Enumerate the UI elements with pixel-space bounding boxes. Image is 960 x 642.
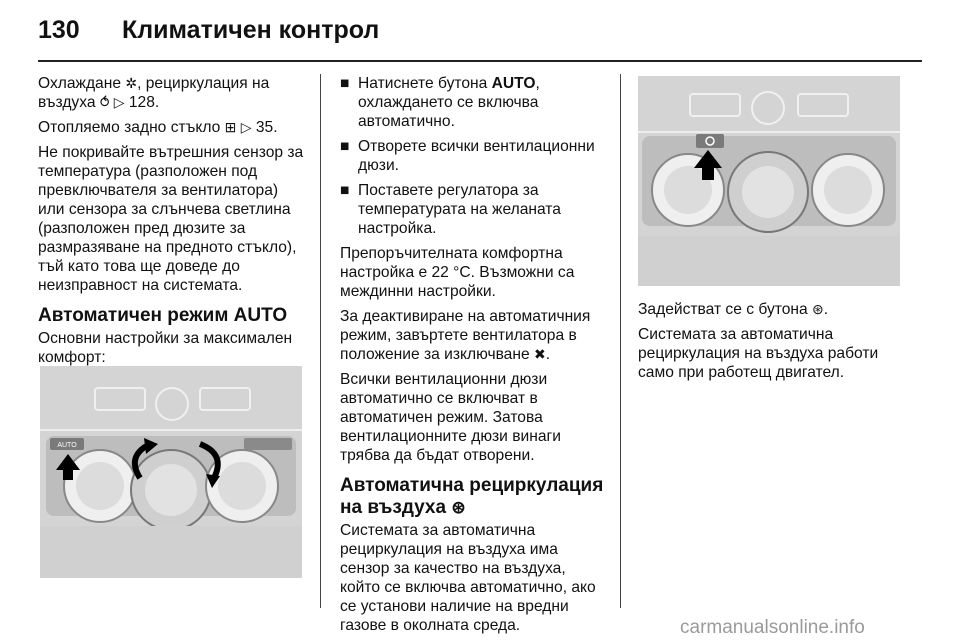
list-item: ■ Поставете регулатора за температурата на желаната настройка. <box>340 182 561 237</box>
cooling-paragraph: Охлаждане ✲, рециркулация на въздуха ⥀ ▷ 128. <box>38 75 270 111</box>
vents-paragraph: Всички вентилационни дюзи автоматично се включват в автоматичен режим. Затова вентилационните дюзи винаги трябва да бъдат отворени. <box>340 371 561 464</box>
air-quality-sensor-paragraph: Системата за автоматична рециркулация на въздуха има сензор за качество на въздуха, който се включва автоматично, ако се установи наличие на вредни газове в околната среда. <box>340 522 596 634</box>
svg-text:AUTO: AUTO <box>57 442 77 449</box>
deactivate-paragraph: За деактивиране на автоматичния режим, завъртете вентилатора в положение за изключване ✖. <box>340 308 591 363</box>
auto-steps-list <box>340 74 608 238</box>
climate-panel-illustration-recirc <box>638 76 900 286</box>
auto-mode-heading: Автоматичен режим AUTO <box>38 305 288 326</box>
page-header <box>38 10 922 52</box>
auto-recirculation-heading: Автоматична рециркулация на въздуха ⊛ <box>340 475 604 518</box>
page-reference-icon: ▷ <box>240 119 252 135</box>
recirc-button-paragraph: Задействат се с бутона ⊛. <box>638 301 829 318</box>
column-divider <box>320 74 321 608</box>
fan-off-icon: ✖ <box>533 346 546 362</box>
rear-window-heating-icon: ⊞ <box>224 119 237 135</box>
page-number: 130 <box>38 16 80 44</box>
column-1 <box>38 74 306 373</box>
engine-running-paragraph: Системата за автоматична рециркулация на въздуха работи само при работещ двигател. <box>638 326 879 381</box>
page-title: Климатичен контрол <box>122 16 380 44</box>
auto-recirculation-icon: ⊛ <box>812 301 824 317</box>
recommended-setting-paragraph: Препоръчителната комфортна настройка е 22 °C. Възможни са междинни настройки. <box>340 245 575 300</box>
snowflake-icon: ✲ <box>125 75 138 91</box>
header-rule <box>38 60 922 62</box>
list-item: ■ Натиснете бутона AUTO, охлаждането се включва автоматично. <box>340 75 540 130</box>
recirculation-button <box>696 134 724 148</box>
climate-panel-illustration-auto <box>40 366 302 578</box>
page-reference-icon: ▷ <box>113 94 125 110</box>
column-2 <box>340 74 608 641</box>
sensor-warning-paragraph: Не покривайте вътрешния сензор за температура (разположен под превключвателя за вентилатора) или сензора за слънчева светлина (разположен пред дюзите за размразяване на предното стъкло), тъй като това ще доведе до неизправност на системата. <box>38 144 304 294</box>
rear-window-paragraph: Отопляемо задно стъкло ⊞ ▷ 35. <box>38 119 278 136</box>
recirculation-icon: ⥀ <box>99 94 110 110</box>
column-divider <box>620 74 621 608</box>
column-3 <box>638 300 900 388</box>
watermark: carmanualsonline.info <box>680 617 865 638</box>
list-item: ■ Отворете всички вентилационни дюзи. <box>340 138 595 174</box>
auto-recirculation-icon: ⊛ <box>451 498 466 517</box>
auto-mode-intro: Основни настройки за максимален комфорт: <box>38 330 293 366</box>
